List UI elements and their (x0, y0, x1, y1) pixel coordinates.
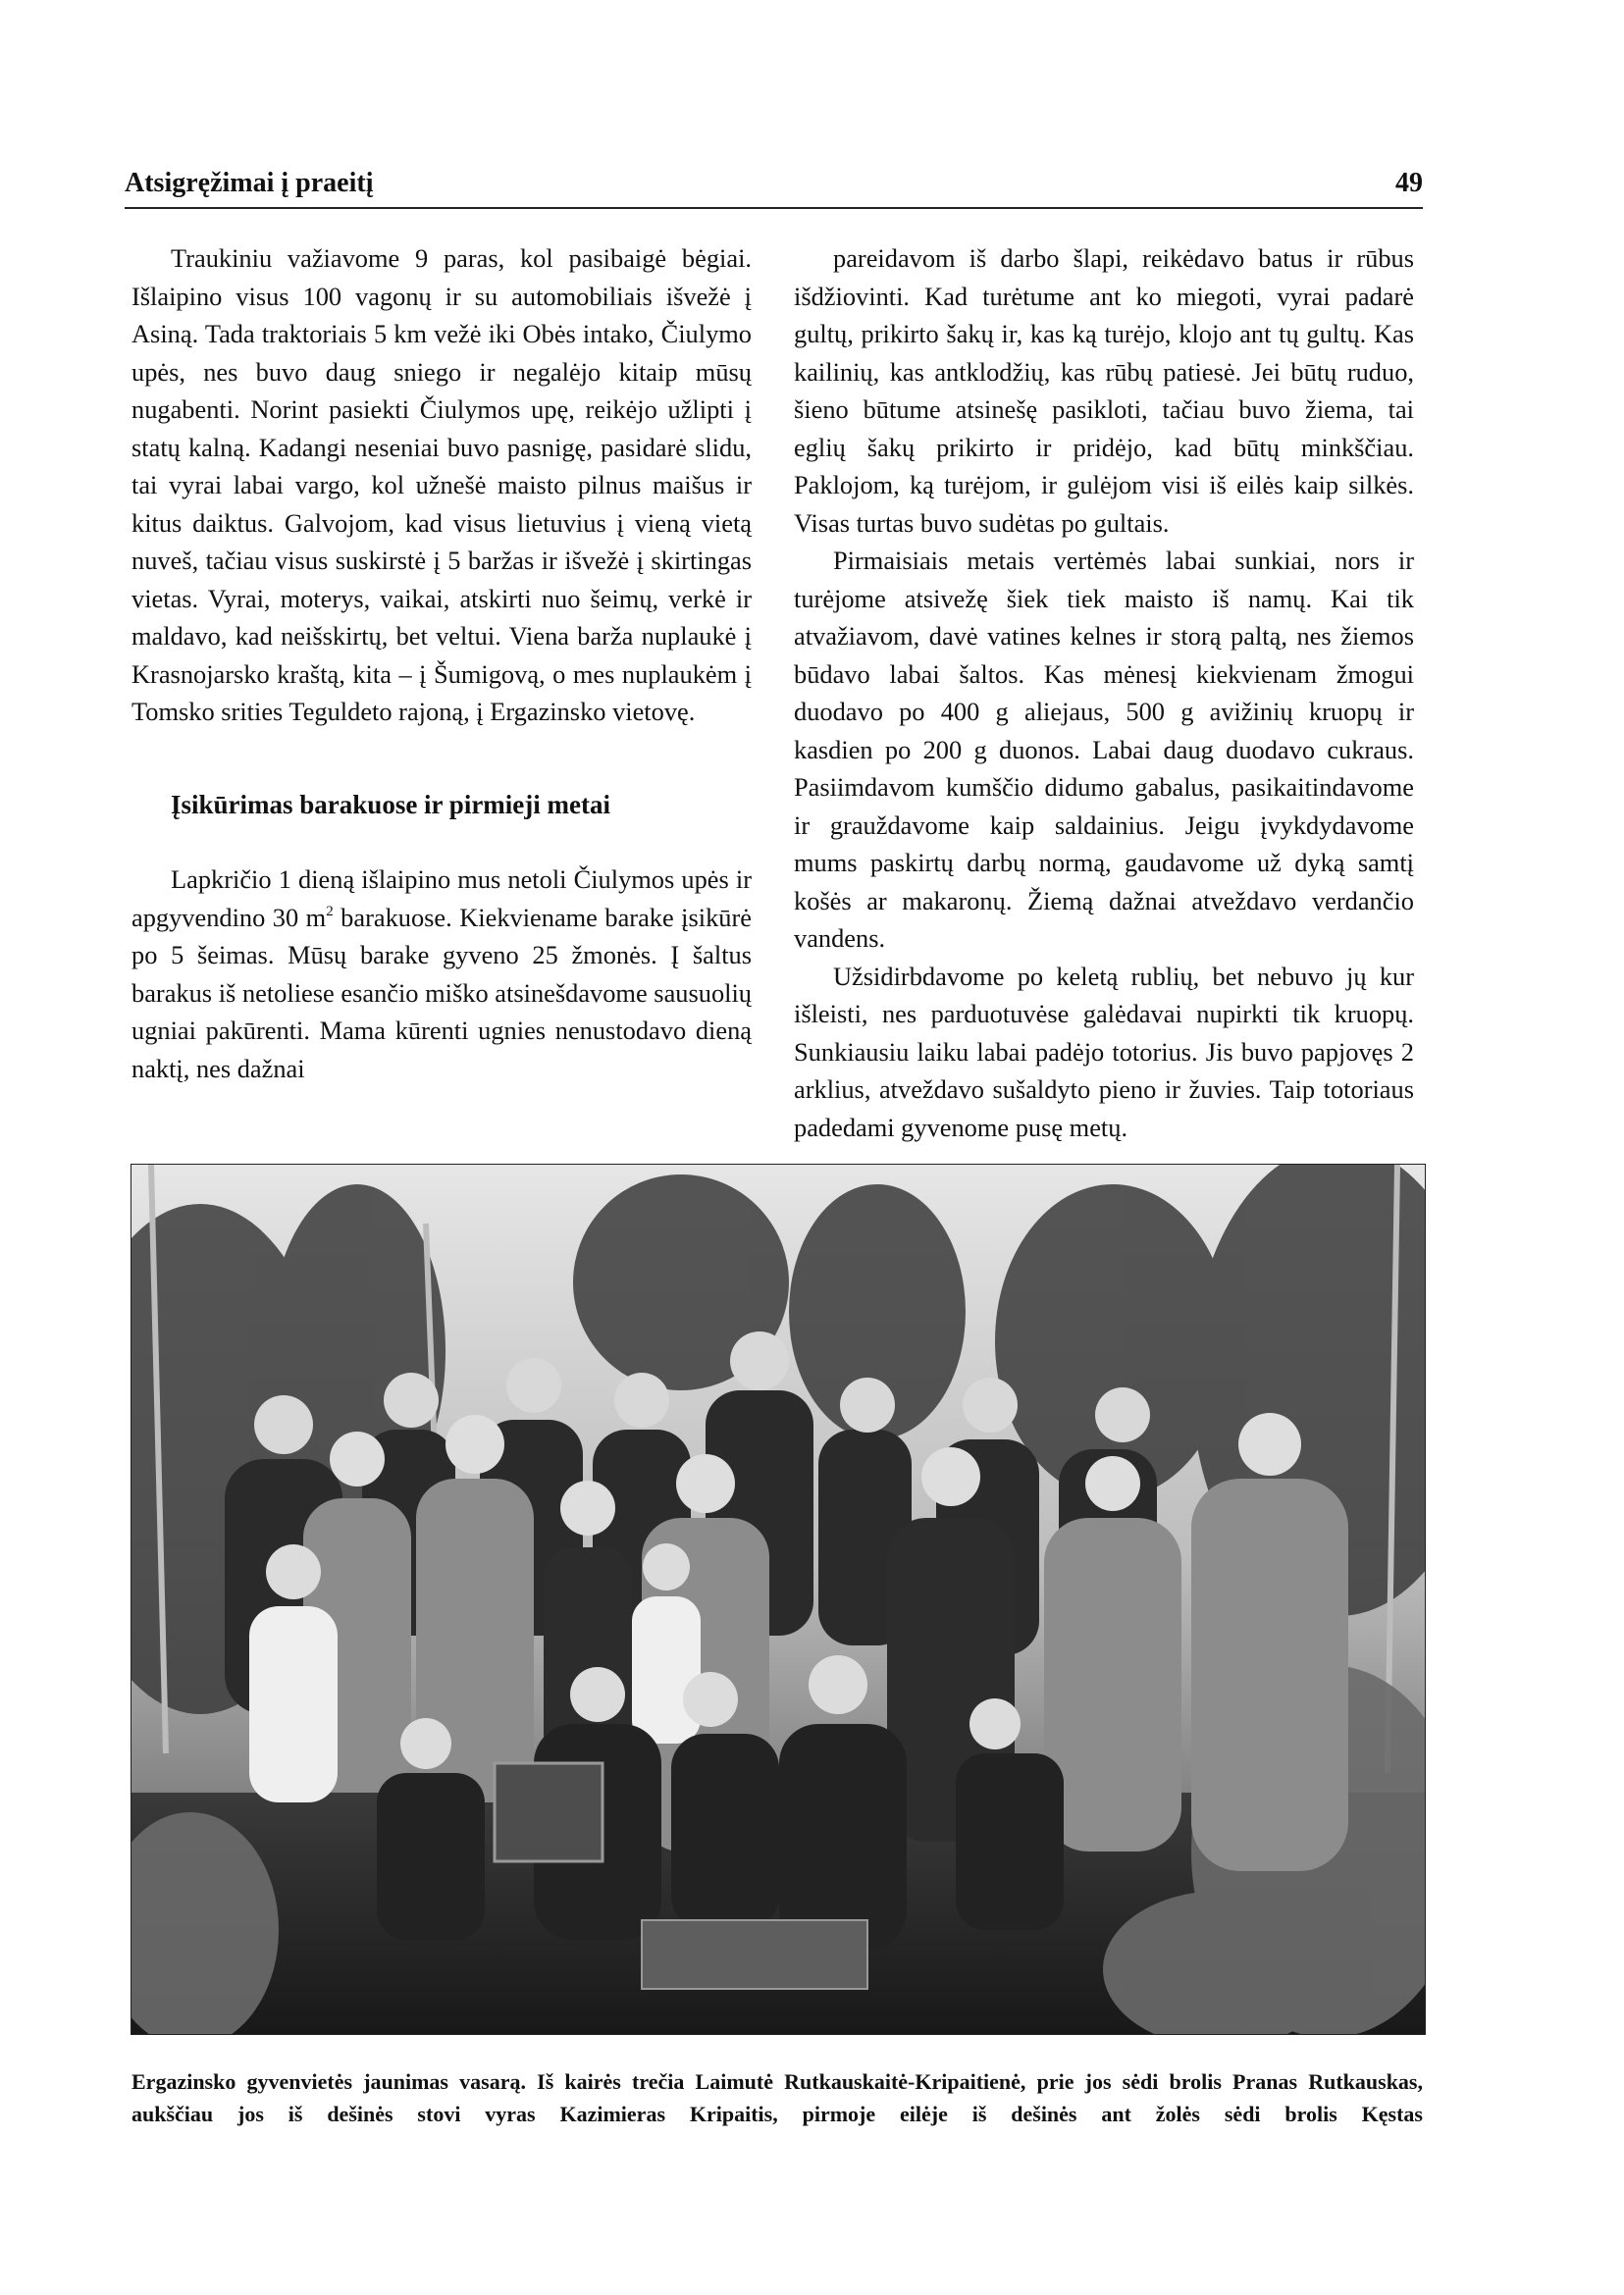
group-photo (131, 1164, 1426, 2035)
running-head-title: Atsigręžimai į praeitį (125, 168, 374, 198)
superscript: 2 (326, 903, 334, 919)
photo-caption: Ergazinsko gyvenvietės jaunimas vasarą. Iš kairės trečia Laimutė Rutkauskaitė-Kripaitienė, prie jos sėdi brolis Pranas Rutkauskas, aukščiau jos iš dešinės stovi vyras Kazimieras Kripaitis, pirmoje eilėje iš dešinės ant žolės sėdi brolis Kęstas (131, 2069, 1423, 2126)
running-head (125, 168, 1423, 199)
section-heading: Įsikūrimas barakuose ir pirmieji metai (171, 789, 610, 819)
paragraph-text: barakuose. Kiekviename barake įsikūrė po 5 šeimas. Mūsų barake gyveno 25 žmonės. Į šaltus barakus iš netoliese esančio miško atsinešdavome sausuolių ugniai pakūrenti. Mama kūrenti ugnies nenustodavo dieną naktį, nes dažnai (131, 902, 752, 1083)
paragraph (131, 861, 752, 1087)
paragraph: Užsidirbdavome po keletą rublių, bet nebuvo jų kur išleisti, nes parduotuvėse galėdavai nupirkti tik kruopų. Sunkiausiu laiku labai padėjo totorius. Jis buvo papjovęs 2 arklius, atveždavo sušaldyto pieno ir žuvies. Taip totoriaus padedami gyvenome pusę metų. (794, 961, 1414, 1142)
striped-blanket (642, 1920, 867, 1989)
accordion (495, 1763, 602, 1861)
paragraph: Pirmaisiais metais vertėmės labai sunkiai, nors ir turėjome atsivežę šiek tiek maisto iš namų. Kai tik atvažiavom, davė vatines kelnes ir storą paltą, nes žiemos būdavo labai šaltos. Kas mėnesį kiekvienam žmogui duodavo po 400 g aliejaus, 500 g avižinių kruopų ir kasdien po 200 g duonos. Labai daug duodavo cukraus. Pasiimdavom kumščio didumo gabalus, pasikaitindavome ir grauždavome kaip saldainius. Jeigu įvykdydavome mums paskirtų darbų normą, gaudavome už dyką samtį košės ar makaronų. Žiemą dažnai atveždavo verdančio vandens. (794, 546, 1414, 953)
page-number: 49 (1395, 168, 1423, 198)
paragraph: pareidavom iš darbo šlapi, reikėdavo batus ir rūbus išdžiovinti. Kad turėtume ant ko miegoti, vyrai padarė gultų, prikirto šakų ir, kas ką turėjo, klojo ant tų gultų. Kas kailinių, kas antklodžių, kas rūbų patiesė. Jei būtų ruduo, šieno būtume atsinešę pasikloti, tačiau buvo žiema, tai eglių šakų prikirto ir pridėjo, kad būtų minkščiau. Paklojom, ką turėjom, ir gulėjom visi iš eilės kaip silkės. Visas turtas buvo sudėtas po gultais. (794, 243, 1414, 538)
photo-illustration (131, 1165, 1425, 2034)
paragraph: Traukiniu važiavome 9 paras, kol pasibaigė bėgiai. Išlaipino visus 100 vagonų ir su automobiliais išvežė į Asiną. Tada traktoriais 5 km vežė iki Obės intako, Čiulymo upės, nes buvo daug sniego ir negalėjo kitaip mūsų nugabenti. Norint pasiekti Čiulymos upę, reikėjo užlipti į statų kalną. Kadangi neseniai buvo pasnigę, pasidarė slidu, tai vyrai labai vargo, kol užnešė maisto pilnus maišus ir kitus daiktus. Galvojom, kad visus lietuvius į vieną vietą nuveš, tačiau visus suskirstė į 5 baržas ir išvežė į skirtingas vietas. Vyrai, moterys, vaikai, atskirti nuo šeimų, verkė ir maldavo, kad neišskirtų, bet veltui. Viena barža nuplaukė į Krasnojarsko kraštą, kita – į Šumigovą, o mes nuplaukėm į Tomsko srities Teguldeto rajoną, į Ergazinsko vietovę. (131, 243, 752, 726)
right-column (794, 239, 1414, 1146)
header-rule (125, 207, 1423, 209)
left-column (131, 239, 752, 1087)
paragraph-text: Lapkričio 1 dieną išlaipino mus netoli Čiulymos upės ir apgyvendino 30 m (131, 864, 752, 932)
